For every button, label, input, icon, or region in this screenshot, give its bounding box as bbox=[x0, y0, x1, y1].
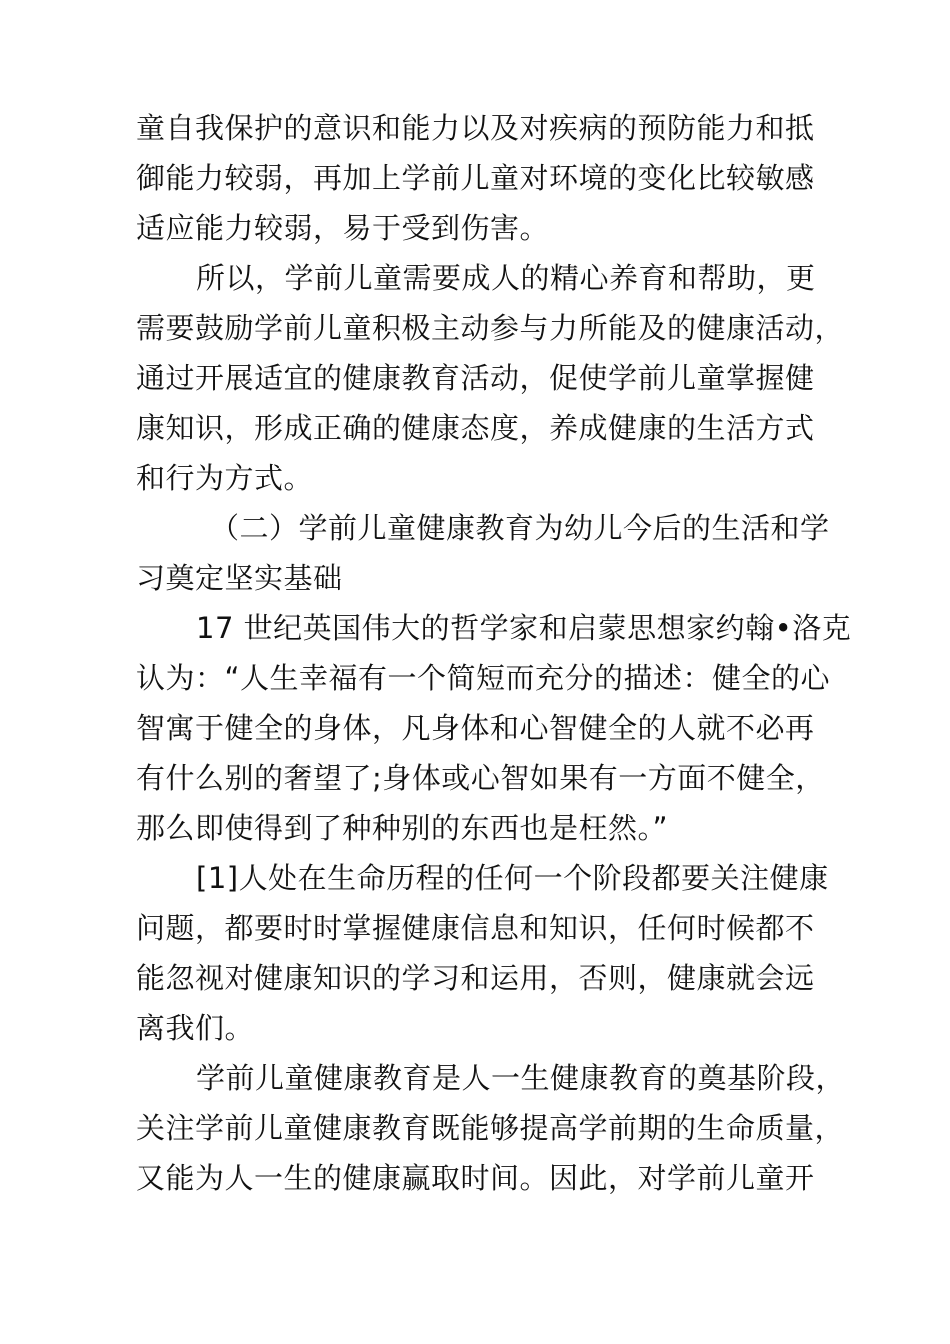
paragraph-line: 有什么别的奢望了;身体或心智如果有一方面不健全， bbox=[136, 761, 825, 795]
paragraph-line: 关注学前儿童健康教育既能够提高学前期的生命质量， bbox=[136, 1111, 845, 1145]
paragraph-line: 学前儿童健康教育是人一生健康教育的奠基阶段， bbox=[196, 1061, 846, 1095]
paragraph-line: 适应能力较弱，易于受到伤害。 bbox=[136, 211, 550, 245]
paragraph-line: 御能力较弱，再加上学前儿童对环境的变化比较敏感 bbox=[136, 161, 815, 195]
paragraph-line: 离我们。 bbox=[136, 1011, 255, 1045]
paragraph-line: 能忽视对健康知识的学习和运用，否则，健康就会远 bbox=[136, 961, 815, 995]
paragraph-line: 童自我保护的意识和能力以及对疾病的预防能力和抵 bbox=[136, 111, 815, 145]
paragraph-line: 那么即使得到了种种别的东西也是枉然。” bbox=[136, 811, 669, 845]
section-heading-line: 习奠定坚实基础 bbox=[136, 561, 343, 595]
paragraph-line: 通过开展适宜的健康教育活动，促使学前儿童掌握健 bbox=[136, 361, 815, 395]
paragraph-line: 又能为人一生的健康赢取时间。因此，对学前儿童开 bbox=[136, 1161, 815, 1195]
paragraph-line: 17 世纪英国伟大的哲学家和启蒙思想家约翰•洛克 bbox=[196, 611, 852, 645]
paragraph-line: 需要鼓励学前儿童积极主动参与力所能及的健康活动， bbox=[136, 311, 845, 345]
paragraph-line: 康知识，形成正确的健康态度，养成健康的生活方式 bbox=[136, 411, 815, 445]
paragraph-line: [1]人处在生命历程的任何一个阶段都要关注健康 bbox=[196, 861, 829, 895]
paragraph-line: 所以，学前儿童需要成人的精心养育和帮助，更 bbox=[196, 261, 816, 295]
paragraph-line: 和行为方式。 bbox=[136, 461, 314, 495]
paragraph-line: 问题，都要时时掌握健康信息和知识，任何时候都不 bbox=[136, 911, 815, 945]
paragraph-line: 智寓于健全的身体，凡身体和心智健全的人就不必再 bbox=[136, 711, 815, 745]
section-heading-line: （二）学前儿童健康教育为幼儿今后的生活和学 bbox=[210, 511, 830, 545]
paragraph-line: 认为：“人生幸福有一个简短而充分的描述：健全的心 bbox=[136, 661, 831, 695]
